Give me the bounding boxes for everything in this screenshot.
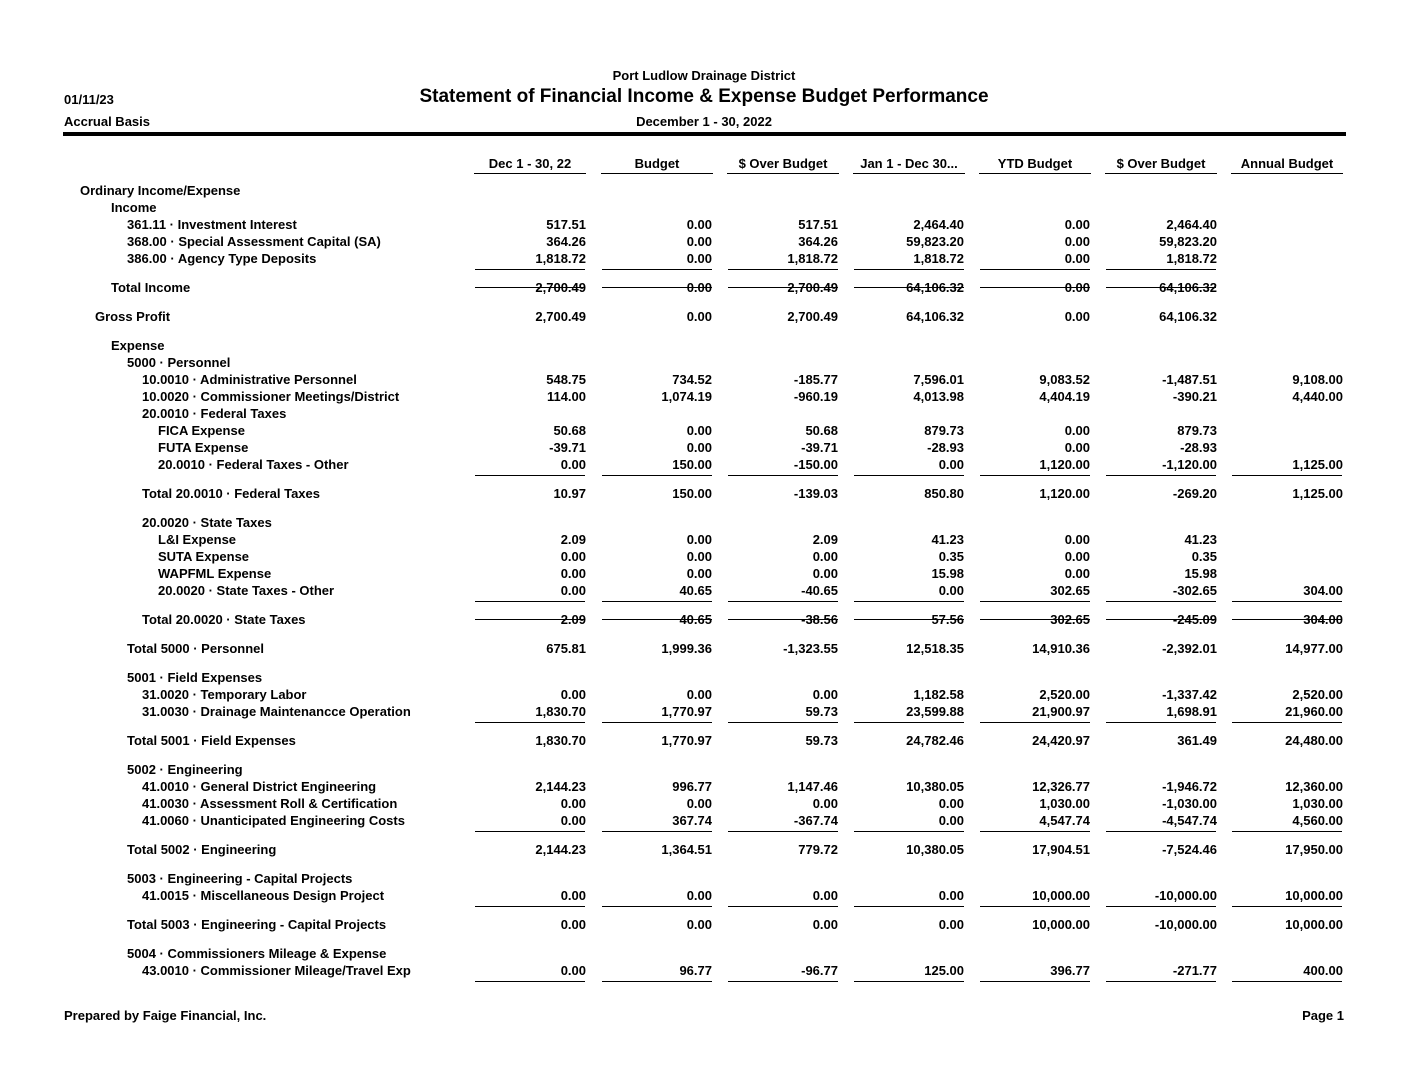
cell-value: -28.93 (1180, 440, 1217, 455)
cell-value: 10.97 (553, 486, 586, 501)
row-label: 20.0010 · Federal Taxes (142, 406, 287, 421)
cell-value: 0.35 (938, 549, 964, 564)
cell-value: -4,547.74 (1162, 813, 1217, 828)
row-label: Total 5001 · Field Expenses (127, 733, 296, 748)
cell-value: 0.00 (686, 234, 712, 249)
subtotal-rule (728, 619, 838, 620)
row-label: Expense (111, 338, 165, 353)
subtotal-rule (1106, 981, 1216, 982)
cell-value: 675.81 (546, 641, 586, 656)
cell-value: 2,700.49 (787, 309, 838, 324)
cell-value: -139.03 (793, 486, 838, 501)
cell-value: 1,818.72 (787, 251, 838, 266)
cell-value: -1,487.51 (1162, 372, 1217, 387)
cell-value: 396.77 (1050, 963, 1090, 978)
cell-value: 302.65 (1050, 612, 1090, 627)
subtotal-rule (854, 619, 964, 620)
cell-value: 2,464.40 (913, 217, 964, 232)
row-label: 31.0020 · Temporary Labor (142, 687, 307, 702)
cell-value: -38.56 (801, 612, 838, 627)
cell-value: 50.68 (553, 423, 586, 438)
cell-value: 0.00 (1064, 440, 1090, 455)
cell-value: -1,946.72 (1162, 779, 1217, 794)
report-title: Statement of Financial Income & Expense Budget Performance (419, 86, 989, 107)
subtotal-rule (1106, 619, 1216, 620)
cell-value: 9,083.52 (1039, 372, 1090, 387)
cell-value: 0.00 (560, 796, 586, 811)
cell-value: 0.00 (812, 917, 838, 932)
cell-value: 779.72 (798, 842, 838, 857)
cell-value: 302.65 (1050, 583, 1090, 598)
cell-value: -245.09 (1172, 612, 1217, 627)
cell-value: 24,480.00 (1285, 733, 1343, 748)
cell-value: 23,599.88 (906, 704, 964, 719)
cell-value: 14,977.00 (1285, 641, 1343, 656)
row-label: 361.11 · Investment Interest (127, 217, 297, 232)
cell-value: 7,596.01 (913, 372, 964, 387)
table-row (0, 946, 1408, 963)
cell-value: 114.00 (546, 389, 586, 404)
cell-value: 10,000.00 (1032, 917, 1090, 932)
cell-value: 0.00 (938, 888, 964, 903)
row-label: FUTA Expense (158, 440, 249, 455)
row-label: 20.0010 · Federal Taxes - Other (158, 457, 349, 472)
cell-value: 0.00 (812, 566, 838, 581)
subtotal-rule (854, 981, 964, 982)
page-number: Page 1 (1302, 1008, 1344, 1023)
company-name: Port Ludlow Drainage District (612, 68, 796, 83)
cell-value: -39.71 (549, 440, 586, 455)
cell-value: 2,464.40 (1166, 217, 1217, 232)
cell-value: -1,337.42 (1162, 687, 1217, 702)
cell-value: 0.00 (1064, 217, 1090, 232)
cell-value: 59,823.20 (1159, 234, 1217, 249)
cell-value: 0.35 (1191, 549, 1217, 564)
total-row (0, 905, 1408, 932)
cell-value: 2,700.49 (535, 309, 586, 324)
cell-value: 1,182.58 (913, 687, 964, 702)
cell-value: -96.77 (801, 963, 838, 978)
table-row (0, 440, 1408, 457)
column-header: Annual Budget (1231, 156, 1343, 174)
cell-value: 40.65 (679, 612, 712, 627)
row-label: L&I Expense (158, 532, 237, 547)
table-row (0, 796, 1408, 813)
cell-value: 0.00 (560, 963, 586, 978)
cell-value: -1,120.00 (1162, 457, 1217, 472)
cell-value: 0.00 (560, 566, 586, 581)
cell-value: -367.74 (793, 813, 838, 828)
subtotal-rule (854, 287, 964, 288)
row-label: Total 20.0020 · State Taxes (142, 612, 306, 627)
cell-value: 0.00 (812, 888, 838, 903)
accounting-basis: Accrual Basis (64, 114, 150, 129)
cell-value: 0.00 (812, 796, 838, 811)
subtotal-rule (980, 287, 1090, 288)
cell-value: 2.09 (560, 532, 586, 547)
cell-value: 0.00 (560, 583, 586, 598)
cell-value: 64,106.32 (1159, 280, 1217, 295)
table-row (0, 670, 1408, 687)
total-row (0, 830, 1408, 857)
row-label: 41.0030 · Assessment Roll & Certification (142, 796, 398, 811)
cell-value: -28.93 (927, 440, 964, 455)
cell-value: -39.71 (801, 440, 838, 455)
cell-value: 64,106.32 (1159, 309, 1217, 324)
cell-value: 4,560.00 (1292, 813, 1343, 828)
cell-value: 1,830.70 (535, 704, 586, 719)
cell-value: 0.00 (686, 423, 712, 438)
cell-value: 1,030.00 (1039, 796, 1090, 811)
table-row (0, 338, 1408, 355)
cell-value: 96.77 (679, 963, 712, 978)
cell-value: 64,106.32 (906, 280, 964, 295)
cell-value: -40.65 (801, 583, 838, 598)
cell-value: 17,904.51 (1032, 842, 1090, 857)
row-label: 41.0060 · Unanticipated Engineering Costs (142, 813, 405, 828)
cell-value: 1,120.00 (1039, 486, 1090, 501)
subtotal-rule (1232, 619, 1342, 620)
table-row (0, 217, 1408, 234)
subtotal-rule (980, 619, 1090, 620)
cell-value: 0.00 (560, 813, 586, 828)
row-label: 20.0020 · State Taxes - Other (158, 583, 335, 598)
cell-value: 10,000.00 (1285, 917, 1343, 932)
cell-value: 0.00 (1064, 423, 1090, 438)
cell-value: 0.00 (938, 917, 964, 932)
cell-value: 0.00 (686, 532, 712, 547)
cell-value: 0.00 (686, 549, 712, 564)
cell-value: -271.77 (1172, 963, 1217, 978)
table-row (0, 583, 1408, 600)
cell-value: 1,120.00 (1039, 457, 1090, 472)
table-row (0, 963, 1408, 980)
row-label: 31.0030 · Drainage Maintenancce Operation (142, 704, 411, 719)
cell-value: 9,108.00 (1292, 372, 1343, 387)
cell-value: 1,364.51 (661, 842, 712, 857)
cell-value: 0.00 (686, 309, 712, 324)
total-row (0, 297, 1408, 324)
column-header: Dec 1 - 30, 22 (474, 156, 586, 174)
cell-value: -302.65 (1172, 583, 1217, 598)
cell-value: 4,013.98 (913, 389, 964, 404)
cell-value: 24,420.97 (1032, 733, 1090, 748)
table-row (0, 389, 1408, 406)
table-row (0, 200, 1408, 217)
subtotal-rule (1232, 981, 1342, 982)
cell-value: 0.00 (938, 796, 964, 811)
table-row (0, 762, 1408, 779)
cell-value: 2,700.49 (535, 280, 586, 295)
cell-value: 1,125.00 (1292, 486, 1343, 501)
subtotal-rule (602, 981, 712, 982)
row-label: Total 5000 · Personnel (127, 641, 265, 656)
table-row (0, 687, 1408, 704)
row-label: Income (111, 200, 157, 215)
total-row (0, 721, 1408, 748)
row-label: 10.0010 · Administrative Personnel (142, 372, 357, 387)
cell-value: 10,000.00 (1032, 888, 1090, 903)
column-header: Jan 1 - Dec 30... (853, 156, 965, 174)
total-row (0, 600, 1408, 627)
cell-value: 0.00 (1064, 549, 1090, 564)
cell-value: 17,950.00 (1285, 842, 1343, 857)
cell-value: 0.00 (1064, 280, 1090, 295)
table-row (0, 515, 1408, 532)
table-row (0, 532, 1408, 549)
row-label: 368.00 · Special Assessment Capital (SA) (127, 234, 381, 249)
column-header: $ Over Budget (1105, 156, 1217, 174)
cell-value: 364.26 (546, 234, 586, 249)
table-row (0, 372, 1408, 389)
cell-value: 4,440.00 (1292, 389, 1343, 404)
cell-value: 364.26 (798, 234, 838, 249)
total-row (0, 629, 1408, 656)
cell-value: -1,323.55 (783, 641, 838, 656)
cell-value: 0.00 (560, 457, 586, 472)
cell-value: 0.00 (686, 566, 712, 581)
column-header: YTD Budget (979, 156, 1091, 174)
row-label: 20.0020 · State Taxes (142, 515, 272, 530)
cell-value: 304.00 (1303, 612, 1343, 627)
cell-value: -269.20 (1172, 486, 1217, 501)
table-row (0, 183, 1408, 200)
cell-value: -390.21 (1172, 389, 1217, 404)
cell-value: -10,000.00 (1154, 888, 1217, 903)
table-row (0, 406, 1408, 423)
cell-value: 0.00 (560, 888, 586, 903)
cell-value: 1,999.36 (661, 641, 712, 656)
cell-value: -185.77 (793, 372, 838, 387)
row-label: FICA Expense (158, 423, 245, 438)
column-header: Budget (601, 156, 713, 174)
row-label: Ordinary Income/Expense (80, 183, 241, 198)
cell-value: 517.51 (798, 217, 838, 232)
cell-value: 1,125.00 (1292, 457, 1343, 472)
cell-value: 0.00 (686, 251, 712, 266)
cell-value: 0.00 (560, 549, 586, 564)
total-row (0, 268, 1408, 295)
cell-value: 14,910.36 (1032, 641, 1090, 656)
subtotal-rule (728, 981, 838, 982)
cell-value: 0.00 (686, 796, 712, 811)
row-label: Total Income (111, 280, 191, 295)
cell-value: 24,782.46 (906, 733, 964, 748)
table-row (0, 234, 1408, 251)
table-row (0, 251, 1408, 268)
cell-value: 0.00 (686, 217, 712, 232)
cell-value: 150.00 (672, 486, 712, 501)
cell-value: 50.68 (805, 423, 838, 438)
table-row (0, 888, 1408, 905)
cell-value: 4,547.74 (1039, 813, 1090, 828)
cell-value: 59,823.20 (906, 234, 964, 249)
row-label: 43.0010 · Commissioner Mileage/Travel Exp (142, 963, 411, 978)
cell-value: 548.75 (546, 372, 586, 387)
cell-value: 2.09 (560, 612, 586, 627)
row-label: SUTA Expense (158, 549, 250, 564)
cell-value: 0.00 (686, 917, 712, 932)
row-label: Total 5002 · Engineering (127, 842, 277, 857)
cell-value: 59.73 (805, 704, 838, 719)
cell-value: -10,000.00 (1154, 917, 1217, 932)
cell-value: 1,818.72 (1166, 251, 1217, 266)
cell-value: 2,700.49 (787, 280, 838, 295)
row-label: 5003 · Engineering - Capital Projects (127, 871, 353, 886)
cell-value: 10,380.05 (906, 779, 964, 794)
cell-value: 0.00 (560, 917, 586, 932)
cell-value: 400.00 (1303, 963, 1343, 978)
cell-value: 879.73 (1177, 423, 1217, 438)
cell-value: -7,524.46 (1162, 842, 1217, 857)
subtotal-rule (602, 287, 712, 288)
subtotal-rule (1106, 287, 1216, 288)
cell-value: 2.09 (812, 532, 838, 547)
cell-value: 0.00 (1064, 234, 1090, 249)
cell-value: 21,900.97 (1032, 704, 1090, 719)
cell-value: 41.23 (1184, 532, 1217, 547)
report-period: December 1 - 30, 2022 (636, 114, 772, 129)
column-header: $ Over Budget (727, 156, 839, 174)
subtotal-rule (980, 981, 1090, 982)
cell-value: 0.00 (938, 457, 964, 472)
cell-value: 517.51 (546, 217, 586, 232)
cell-value: -150.00 (793, 457, 838, 472)
row-label: 5001 · Field Expenses (127, 670, 263, 685)
table-row (0, 355, 1408, 372)
cell-value: 1,698.91 (1166, 704, 1217, 719)
row-label: 5000 · Personnel (127, 355, 231, 370)
cell-value: 21,960.00 (1285, 704, 1343, 719)
report-date: 01/11/23 (64, 92, 114, 107)
table-row (0, 871, 1408, 888)
subtotal-rule (728, 287, 838, 288)
row-label: 41.0010 · General District Engineering (142, 779, 377, 794)
row-label: Total 20.0010 · Federal Taxes (142, 486, 320, 501)
row-label: Total 5003 · Engineering - Capital Projects (127, 917, 387, 932)
cell-value: 2,520.00 (1292, 687, 1343, 702)
cell-value: 367.74 (672, 813, 712, 828)
subtotal-rule (475, 619, 585, 620)
cell-value: 879.73 (924, 423, 964, 438)
cell-value: 850.80 (924, 486, 964, 501)
table-row (0, 813, 1408, 830)
prepared-by: Prepared by Faige Financial, Inc. (64, 1008, 267, 1023)
cell-value: 1,818.72 (535, 251, 586, 266)
cell-value: 304.00 (1303, 583, 1343, 598)
row-label: 41.0015 · Miscellaneous Design Project (142, 888, 385, 903)
table-row (0, 457, 1408, 474)
subtotal-rule (602, 619, 712, 620)
cell-value: 1,830.70 (535, 733, 586, 748)
cell-value: 0.00 (812, 549, 838, 564)
cell-value: 0.00 (1064, 566, 1090, 581)
cell-value: 0.00 (560, 687, 586, 702)
cell-value: 59.73 (805, 733, 838, 748)
row-label: Gross Profit (95, 309, 171, 324)
table-row (0, 704, 1408, 721)
cell-value: 361.49 (1177, 733, 1217, 748)
cell-value: 40.65 (679, 583, 712, 598)
cell-value: 2,144.23 (535, 842, 586, 857)
table-row (0, 779, 1408, 796)
cell-value: 41.23 (931, 532, 964, 547)
cell-value: 64,106.32 (906, 309, 964, 324)
cell-value: 0.00 (686, 280, 712, 295)
cell-value: -1,030.00 (1162, 796, 1217, 811)
cell-value: 1,074.19 (661, 389, 712, 404)
row-label: 386.00 · Agency Type Deposits (127, 251, 317, 266)
row-label: 5004 · Commissioners Mileage & Expense (127, 946, 387, 961)
cell-value: 15.98 (931, 566, 964, 581)
cell-value: 1,147.46 (787, 779, 838, 794)
cell-value: 1,770.97 (661, 733, 712, 748)
cell-value: 0.00 (812, 687, 838, 702)
cell-value: 0.00 (1064, 532, 1090, 547)
cell-value: 0.00 (938, 813, 964, 828)
cell-value: 125.00 (924, 963, 964, 978)
cell-value: 1,818.72 (913, 251, 964, 266)
cell-value: 10,380.05 (906, 842, 964, 857)
cell-value: 1,030.00 (1292, 796, 1343, 811)
table-row (0, 423, 1408, 440)
cell-value: 0.00 (1064, 251, 1090, 266)
subtotal-rule (475, 981, 585, 982)
cell-value: 2,144.23 (535, 779, 586, 794)
cell-value: 996.77 (672, 779, 712, 794)
cell-value: 12,360.00 (1285, 779, 1343, 794)
cell-value: 0.00 (938, 583, 964, 598)
table-row (0, 566, 1408, 583)
table-row (0, 549, 1408, 566)
cell-value: 10,000.00 (1285, 888, 1343, 903)
cell-value: 150.00 (672, 457, 712, 472)
row-label: WAPFML Expense (158, 566, 272, 581)
cell-value: 4,404.19 (1039, 389, 1090, 404)
row-label: 10.0020 · Commissioner Meetings/District (142, 389, 400, 404)
cell-value: 734.52 (672, 372, 712, 387)
cell-value: 57.56 (931, 612, 964, 627)
cell-value: 15.98 (1184, 566, 1217, 581)
cell-value: 0.00 (686, 687, 712, 702)
cell-value: -960.19 (793, 389, 838, 404)
cell-value: 1,770.97 (661, 704, 712, 719)
cell-value: 2,520.00 (1039, 687, 1090, 702)
header-rule (63, 132, 1346, 136)
subtotal-rule (475, 287, 585, 288)
cell-value: 0.00 (686, 440, 712, 455)
cell-value: 0.00 (686, 888, 712, 903)
cell-value: 12,326.77 (1032, 779, 1090, 794)
cell-value: 12,518.35 (906, 641, 964, 656)
cell-value: -2,392.01 (1162, 641, 1217, 656)
total-row (0, 474, 1408, 501)
cell-value: 0.00 (1064, 309, 1090, 324)
row-label: 5002 · Engineering (127, 762, 243, 777)
